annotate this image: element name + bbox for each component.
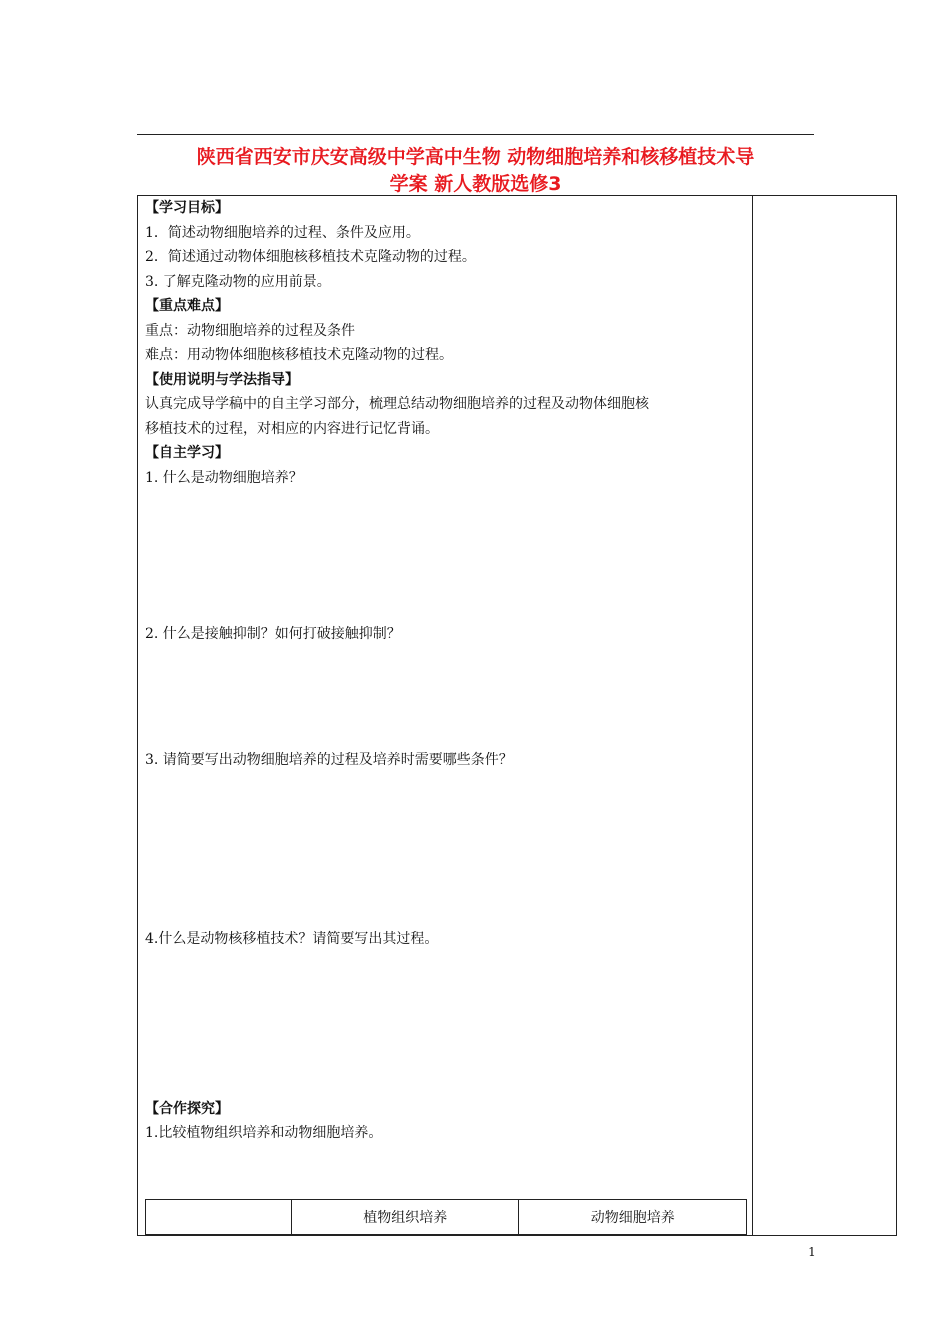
table-header-cell: 动物细胞培养 bbox=[519, 1200, 747, 1235]
question-4: 4.什么是动物核移植技术？请简要写出其过程。 bbox=[145, 931, 439, 947]
table-header-cell bbox=[146, 1200, 292, 1235]
top-rule bbox=[137, 134, 814, 135]
answer-area-1[interactable] bbox=[145, 490, 749, 622]
table-header-row bbox=[146, 1200, 747, 1235]
document-title bbox=[137, 144, 814, 198]
question-3: 3. 请简要写出动物细胞培养的过程及培养时需要哪些条件？ bbox=[145, 751, 513, 768]
answer-area-4[interactable] bbox=[145, 952, 749, 1097]
question-1: 1. 什么是动物细胞培养？ bbox=[145, 469, 303, 486]
question-2: 2. 什么是接触抑制？如何打破接触抑制？ bbox=[145, 626, 401, 642]
answer-area-3[interactable] bbox=[145, 772, 749, 927]
instructions-text: 认真完成导学稿中的自主学习部分，梳理总结动物细胞培养的过程及动物体细胞核 bbox=[145, 396, 649, 412]
answer-area-2[interactable] bbox=[145, 647, 749, 748]
title-line-1: 陕西省西安市庆安高级中学高中生物 动物细胞培养和核移植技术导 bbox=[196, 146, 755, 168]
table-header-cell: 植物组织培养 bbox=[291, 1200, 519, 1235]
objective-item: 2．简述通过动物体细胞核移植技术克隆动物的过程。 bbox=[145, 249, 476, 265]
cooperative-heading: 【合作探究】 bbox=[145, 1100, 229, 1117]
key-points-heading: 【重点难点】 bbox=[145, 298, 229, 314]
cooperative-task: 1.比较植物组织培养和动物细胞培养。 bbox=[145, 1125, 383, 1141]
objectives-heading: 【学习目标】 bbox=[145, 200, 229, 216]
self-study-heading: 【自主学习】 bbox=[145, 445, 229, 461]
instructions-heading: 【使用说明与学法指导】 bbox=[145, 371, 299, 388]
title-line-2: 学案 新人教版选修3 bbox=[389, 173, 562, 195]
objective-item: 1．简述动物细胞培养的过程、条件及应用。 bbox=[145, 224, 420, 241]
comparison-table bbox=[145, 1199, 747, 1235]
page-number: 1 bbox=[808, 1245, 816, 1259]
instructions-text: 移植技术的过程，对相应的内容进行记忆背诵。 bbox=[145, 420, 439, 437]
worksheet-content bbox=[145, 196, 749, 1146]
difficulty-point: 难点：用动物体细胞核移植技术克隆动物的过程。 bbox=[145, 347, 453, 363]
focus-point: 重点：动物细胞培养的过程及条件 bbox=[145, 322, 355, 339]
notes-column-divider bbox=[752, 195, 753, 1236]
objective-item: 3. 了解克隆动物的应用前景。 bbox=[145, 273, 331, 290]
